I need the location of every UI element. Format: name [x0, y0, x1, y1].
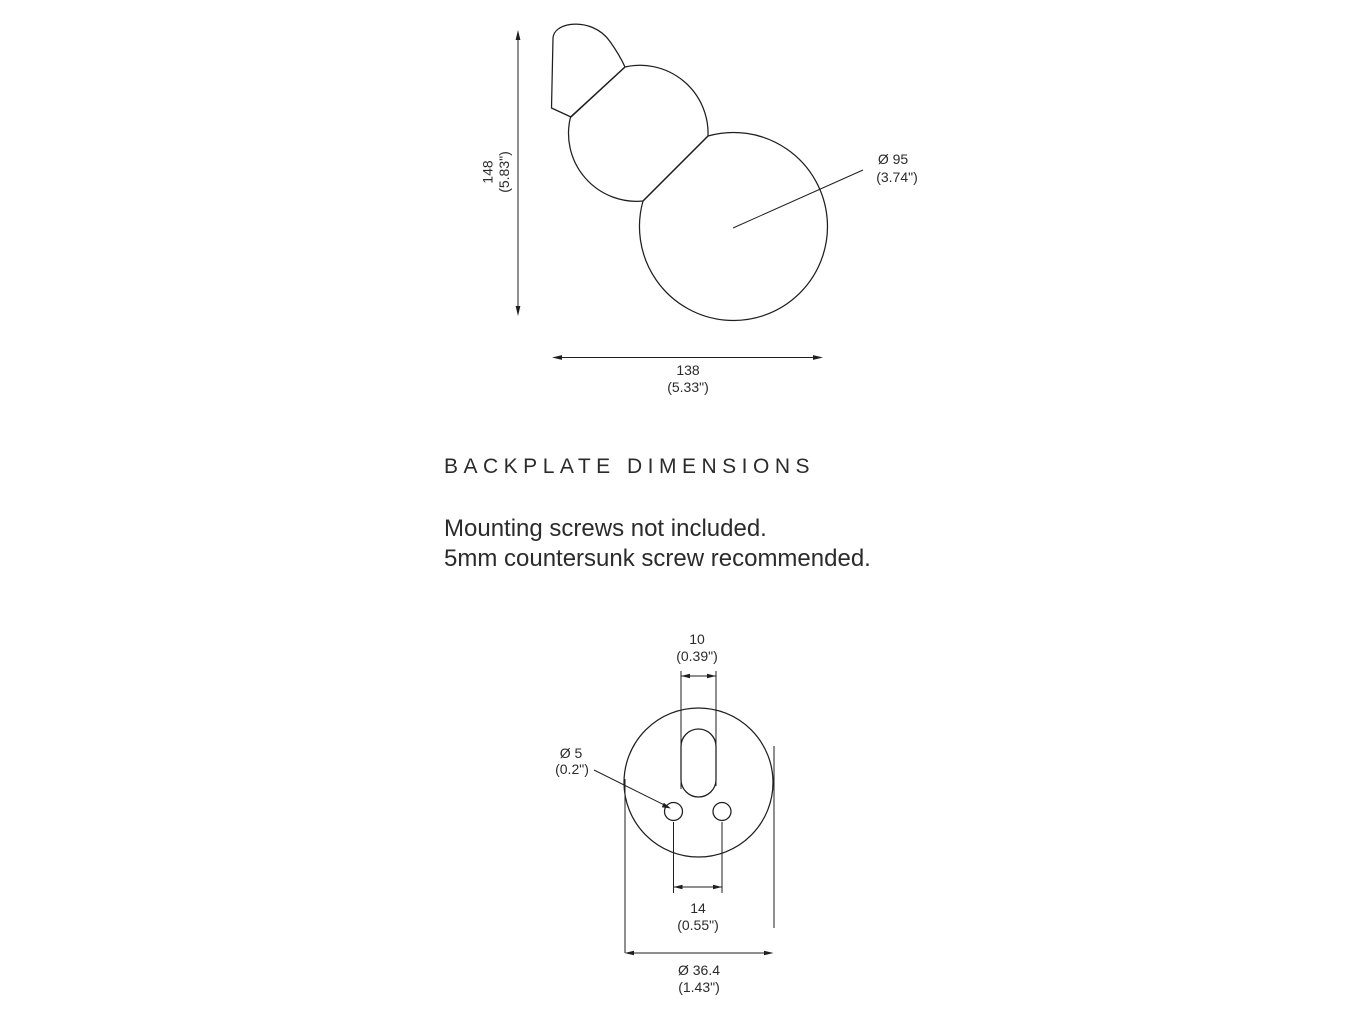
width-dimension-arrow-right [813, 355, 823, 360]
globe-diameter-leader-line [733, 170, 863, 228]
height-dimension-arrow-bottom [516, 306, 521, 316]
height-dimension-arrow-top [516, 30, 521, 40]
globe-diameter-value: Ø 95 [877, 151, 909, 167]
plate-diameter-value: Ø 36.4 [677, 962, 721, 978]
plate-diameter-value-in: (1.43") [678, 979, 720, 995]
backplate-section-heading: BACKPLATE DIMENSIONS [444, 455, 816, 478]
mounting-note-line-2: 5mm countersunk screw recommended. [444, 545, 871, 572]
mounting-notes [444, 514, 871, 574]
mounting-note-line-1: Mounting screws not included. [444, 515, 767, 542]
large-globe-outline [639, 132, 827, 320]
globe-diameter-value-in: (3.74") [876, 169, 918, 185]
product-dimension-drawing [440, 15, 960, 400]
slot-width-arrow-right [707, 674, 716, 678]
backplate-dimension-drawing [540, 620, 800, 1000]
slot-width-mm: 10 [689, 631, 705, 647]
height-dimension-mm: 148 [479, 160, 496, 184]
screw-hole-left [665, 803, 683, 821]
hole-spacing-in: (0.55") [677, 917, 719, 933]
backplate-outline [624, 708, 773, 857]
plate-diameter-arrow-right [764, 951, 774, 955]
screw-hole-right [713, 803, 731, 821]
hole-diameter-value: Ø 5 [559, 745, 583, 761]
width-dimension-arrow-left [552, 355, 562, 360]
middle-globe-outline [569, 65, 709, 201]
hole-spacing-mm: 14 [690, 900, 706, 916]
slot-width-in: (0.39") [676, 648, 718, 664]
height-dimension-in: (5.83") [496, 151, 512, 193]
hole-diameter-value-in: (0.2") [555, 761, 589, 777]
width-dimension-mm: 138 [676, 362, 700, 378]
hole-diameter-leader-line [594, 770, 668, 807]
hole-spacing-arrow-right [713, 885, 722, 889]
keyhole-slot-outline [681, 729, 716, 797]
width-dimension-in: (5.33") [667, 379, 709, 395]
hole-spacing-arrow-left [674, 885, 683, 889]
slot-width-arrow-left [681, 674, 690, 678]
plate-diameter-arrow-left [625, 951, 635, 955]
wall-bracket-outline [552, 24, 626, 117]
